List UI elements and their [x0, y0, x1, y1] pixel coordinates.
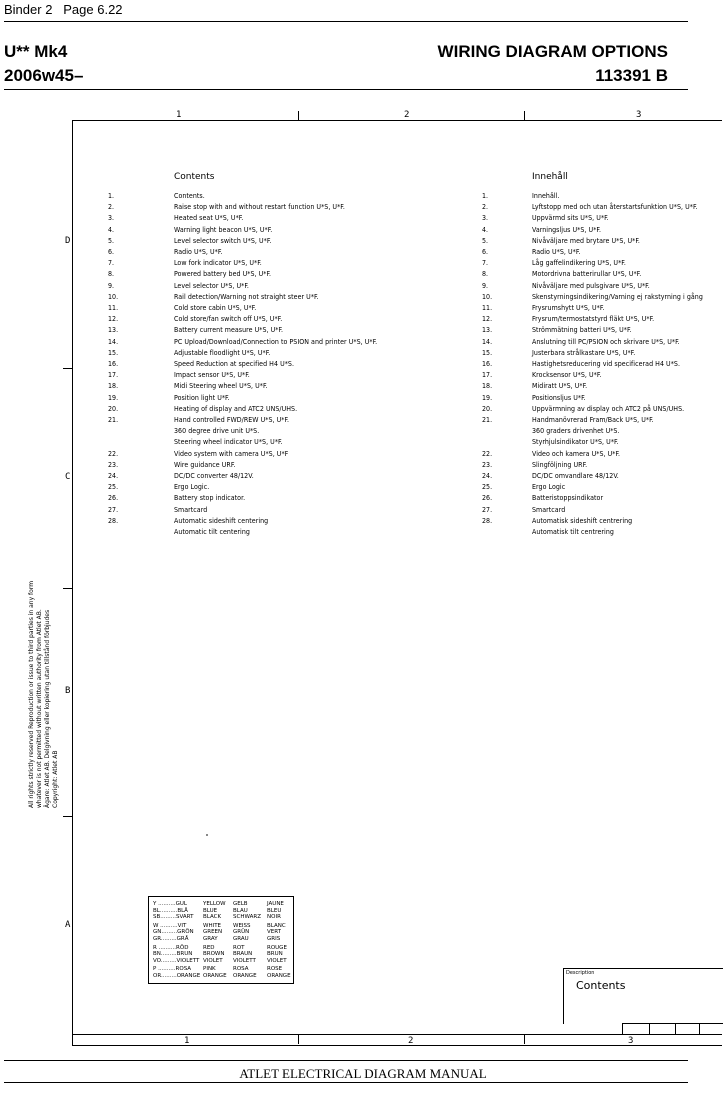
color-code-cell: GELB [233, 901, 248, 907]
contents-item-text: Hand controlled FWD/REW U*S, U*F. [174, 416, 290, 424]
copyright-line: whatever is not permitted without written authority from Atlet AB. [36, 609, 43, 808]
contents-item-number: 11. [482, 304, 493, 312]
contents-item-text: Battery current measure U*S, U*F. [174, 326, 284, 335]
contents-item-number: 28. [482, 516, 493, 525]
contents-item-text: Rail detection/Warning not straight steer U*F. [174, 292, 319, 301]
contents-item-text: Adjustable floodlight U*S, U*F. [174, 348, 271, 357]
color-code-cell: GRÜN [233, 929, 250, 936]
contents-item-text: Cold store cabin U*S, U*F. [174, 304, 257, 312]
footer-rule-bottom [4, 1082, 688, 1083]
contents-item-number: 10. [108, 292, 119, 301]
contents-item-number: 17. [482, 371, 493, 380]
contents-item-number: 11. [108, 304, 119, 312]
color-code-cell: GRIS [267, 936, 281, 942]
contents-item-number: 25. [108, 483, 119, 492]
contents-item-text: Justerbara strålkastare U*S, U*F. [532, 348, 636, 357]
contents-item-text: Cold store/fan switch off U*S, U*F. [174, 315, 283, 324]
top-tick [298, 111, 299, 120]
contents-item-text: Ergo Logic [532, 483, 566, 492]
contents-item-text: Steering wheel indicator U*S, U*F. [174, 438, 283, 447]
contents-item-number: 12. [482, 315, 493, 324]
contents-item-text: Warning light beacon U*S, U*F. [174, 225, 273, 234]
contents-item-number: 9. [108, 281, 115, 290]
color-code-cell: ORANGE [267, 973, 291, 979]
color-code-cell: GRAU [233, 936, 249, 942]
contents-item-number: 27. [108, 505, 119, 514]
contents-item-text: Wire guidance URF. [174, 460, 236, 469]
contents-item-text: Motordrivna batterirullar U*S, U*F. [532, 270, 642, 279]
contents-item-text: Lyftstopp med och utan återstartsfunktion U*S, U*F. [532, 203, 698, 212]
color-code-cell: ROUGE [267, 944, 287, 951]
contents-item-number: 20. [482, 404, 493, 413]
contents-item-number: 19. [482, 393, 493, 402]
contents-item-number: 14. [108, 337, 119, 346]
contents-item-number: 28. [108, 516, 119, 525]
model-title: U** Mk4 [4, 42, 68, 61]
contents-item-text: Handmanövrerad Fram/Back U*S, U*F. [532, 416, 654, 424]
contents-item-text: Smartcard [532, 505, 566, 514]
color-code-cell: GR.........GRÅ [153, 936, 189, 942]
footer-rule-top [4, 1060, 688, 1061]
color-code-cell: ROSE [267, 966, 283, 973]
side-letter-a: A [65, 920, 71, 930]
bottom-scale-2: 2 [408, 1036, 414, 1046]
color-code-cell: ROT [233, 944, 245, 951]
color-code-cell: P ..........ROSA [153, 966, 192, 973]
color-code-cell: BLUE [203, 907, 218, 914]
side-letter-c: C [65, 472, 71, 482]
top-scale-1: 1 [176, 110, 182, 120]
contents-item-text: Heating of display and ATC2 UNS/UHS. [174, 404, 298, 413]
contents-item-text: Speed Reduction at specified H4 U*S. [174, 360, 295, 368]
contents-item-number: 7. [108, 259, 115, 268]
contents-item-text: Ergo Logic. [174, 483, 210, 492]
color-code-cell: BLANC [267, 922, 286, 929]
color-code-cell: SCHWARZ [233, 914, 261, 921]
color-code-cell: ORANGE [233, 973, 257, 979]
top-tick [524, 111, 525, 120]
footer-text: ATLET ELECTRICAL DIAGRAM MANUAL [239, 1066, 487, 1081]
color-code-cell: VIOLET [203, 957, 223, 964]
date-title: 2006w45– [4, 66, 84, 85]
color-code-cell: BRUN [267, 951, 283, 958]
contents-item-text: Automatisk sideshift centrering [532, 516, 633, 525]
title-block-cells [622, 1023, 723, 1034]
cell-divider [649, 1024, 650, 1034]
color-code-cell: GRAY [203, 936, 218, 942]
contents-item-number: 17. [108, 371, 119, 380]
contents-item-text: Position light U*F. [174, 393, 230, 402]
contents-item-text: Nivåväljare med pulsgivare U*S, U*F. [532, 281, 650, 290]
color-code-cell: ORANGE [203, 973, 227, 979]
contents-item-text: Innehåll. [532, 192, 560, 200]
contents-item-text: Radio U*S, U*F. [174, 248, 223, 256]
side-letter-d: D [65, 236, 71, 246]
contents-item-text: Video system with camera U*S, U*F [174, 449, 289, 458]
contents-item-text: Smartcard [174, 505, 208, 514]
contents-item-number: 22. [482, 449, 493, 458]
contents-item-number: 5. [108, 236, 115, 245]
contents-item-number: 24. [108, 472, 119, 480]
contents-item-text: Styrhjulsindikator U*S, U*F. [532, 438, 619, 447]
contents-item-text: 360 degree drive unit U*S. [174, 427, 260, 436]
contents-item-number: 16. [482, 360, 493, 368]
contents-item-number: 1. [482, 192, 489, 200]
contents-item-number: 6. [482, 248, 489, 256]
cell-divider [675, 1024, 676, 1034]
contents-item-text: 360 graders drivenhet U*S. [532, 427, 620, 436]
contents-item-text: Varningsljus U*S, U*F. [532, 225, 601, 234]
document-title: WIRING DIAGRAM OPTIONS [437, 42, 668, 61]
contents-item-text: Battery stop indicator. [174, 494, 246, 503]
color-code-cell: VIOLETT [233, 957, 256, 964]
contents-item-text: Raise stop with and without restart function U*S, U*F. [174, 203, 345, 212]
color-code-cell: BLACK [203, 914, 222, 921]
contents-item-text: Radio U*S, U*F. [532, 248, 581, 256]
color-code-cell: JAUNE [267, 901, 284, 907]
contents-item-number: 15. [482, 348, 493, 357]
contents-item-text: Powered battery bed U*S, U*F. [174, 270, 272, 279]
contents-item-text: Skenstyrningsindikering/Varning ej rakstyrning i gång [532, 292, 703, 301]
color-code-cell: GREEN [203, 929, 223, 936]
contents-item-text: Contents. [174, 192, 205, 200]
contents-item-text: Krocksensor U*S, U*F. [532, 371, 602, 380]
contents-item-number: 23. [108, 460, 119, 469]
contents-item-number: 24. [482, 472, 493, 480]
contents-item-text: Nivåväljare med brytare U*S, U*F. [532, 236, 640, 245]
color-code-cell: ROSA [233, 966, 249, 973]
contents-item-number: 21. [108, 416, 119, 424]
contents-item-number: 7. [482, 259, 489, 268]
page-label: Page 6.22 [63, 2, 123, 17]
contents-item-number: 5. [482, 236, 489, 245]
color-code-cell: WHITE [203, 922, 222, 929]
copyright-notice [28, 581, 60, 808]
color-code-cell: RED [203, 944, 215, 951]
contents-item-text: Automatisk tilt centrering [532, 528, 614, 536]
contents-item-text: DC/DC omvandlare 48/12V. [532, 472, 619, 480]
color-code-cell: VERT [267, 929, 282, 936]
contents-item-number: 19. [108, 393, 119, 402]
description-box [563, 968, 723, 1024]
side-tick [63, 588, 72, 589]
contents-item-text: DC/DC converter 48/12V. [174, 472, 254, 480]
contents-item-number: 18. [482, 382, 493, 391]
contents-item-text: Midi Steering wheel U*S, U*F. [174, 382, 268, 391]
contents-item-number: 3. [108, 214, 115, 223]
color-code-cell: OR.........ORANGE [153, 973, 201, 979]
contents-item-text: Low fork indicator U*S, U*F. [174, 259, 262, 268]
contents-item-number: 4. [482, 225, 489, 234]
contents-item-number: 27. [482, 505, 493, 514]
contents-item-number: 23. [482, 460, 493, 469]
color-code-cell: BRAUN [233, 951, 253, 958]
binder-label: Binder 2 [4, 2, 53, 17]
contents-item-number: 14. [482, 337, 493, 346]
contents-item-text: Video och kamera U*S, U*F. [532, 449, 621, 458]
contents-item-text: Heated seat U*S, U*F. [174, 214, 244, 223]
contents-item-number: 1. [108, 192, 115, 200]
contents-item-number: 10. [482, 292, 493, 301]
binder-page-label [4, 2, 123, 17]
color-code-cell: BL..........BLÅ [153, 907, 188, 914]
contents-item-text: Batteristoppsindikator [532, 494, 604, 503]
color-code-cell: BROWN [203, 951, 225, 958]
contents-item-number: 20. [108, 404, 119, 413]
contents-item-number: 2. [108, 203, 115, 212]
color-code-cell: NOIR [267, 914, 281, 921]
contents-item-text: Hastighetsreducering vid specificerad H4 U*S. [532, 360, 681, 368]
contents-item-text: Midiratt U*S, U*F. [532, 382, 588, 391]
contents-item-text: Positionsljus U*F. [532, 393, 586, 402]
contents-item-number: 25. [482, 483, 493, 492]
contents-item-number: 9. [482, 281, 489, 290]
scan-mark [206, 834, 208, 836]
copyright-line: Copyright: Atlet AB [52, 750, 59, 808]
contents-item-text: Impact sensor U*S, U*F. [174, 371, 250, 380]
top-scale-3: 3 [636, 110, 642, 120]
side-letter-b: B [65, 686, 71, 696]
contents-item-number: 8. [108, 270, 115, 279]
contents-item-number: 26. [108, 494, 119, 503]
contents-item-text: Slingföljning URF. [532, 460, 588, 469]
copyright-line: All rights strictly reserved Reproduction or issue to third parties in any form [28, 580, 35, 808]
color-code-cell: SB.........SVART [153, 914, 194, 921]
contents-sv-list [482, 192, 722, 552]
cell-divider [699, 1024, 700, 1034]
contents-item-text: Automatic sideshift centering [174, 516, 269, 525]
top-scale-2: 2 [404, 110, 410, 120]
copyright-line: Ägare: Atlet AB. Delgivning eller kopiering utan tillstånd förbjudes [44, 609, 51, 808]
document-number: 113391 B [595, 66, 668, 85]
contents-item-text: Låg gaffelindikering U*S, U*F. [532, 259, 626, 268]
contents-en-heading: Contents [174, 172, 215, 182]
color-code-cell: PINK [203, 966, 216, 973]
contents-item-number: 16. [108, 360, 119, 368]
color-code-cell: BN.........BRUN [153, 951, 193, 958]
description-value: Contents [576, 979, 626, 992]
contents-item-number: 26. [482, 494, 493, 503]
contents-item-text: Automatic tilt centering [174, 528, 250, 536]
bottom-scale-1: 1 [184, 1036, 190, 1046]
color-code-cell: WEISS [233, 922, 251, 929]
contents-item-number: 3. [482, 214, 489, 223]
contents-item-text: Anslutning till PC/PSION och skrivare U*S, U*F. [532, 337, 680, 346]
color-code-cell: BLEU [267, 907, 282, 914]
contents-item-text: Frysrum/termostatstyrd fläkt U*S, U*F. [532, 315, 655, 324]
bottom-tick [298, 1035, 299, 1044]
color-code-table [148, 896, 294, 984]
contents-item-number: 13. [108, 326, 119, 335]
description-label: Description [566, 970, 595, 976]
contents-item-number: 22. [108, 449, 119, 458]
color-code-cell: BLAU [233, 907, 248, 914]
color-code-cell: YELLOW [203, 901, 226, 907]
color-code-cell: VIOLET [267, 957, 287, 964]
contents-item-number: 15. [108, 348, 119, 357]
header-rule-top [4, 21, 688, 22]
contents-item-number: 21. [482, 416, 493, 424]
contents-item-text: Level selector switch U*S, U*F. [174, 236, 272, 245]
contents-item-number: 13. [482, 326, 493, 335]
bottom-scale-3: 3 [628, 1036, 634, 1046]
contents-item-text: Strömmätning batteri U*S, U*F. [532, 326, 632, 335]
contents-item-number: 18. [108, 382, 119, 391]
contents-item-number: 6. [108, 248, 115, 256]
contents-item-number: 12. [108, 315, 119, 324]
header-rule-bottom [4, 89, 688, 90]
side-tick [63, 816, 72, 817]
contents-sv-heading: Innehåll [532, 172, 568, 182]
color-code-cell: Y ..........GUL [153, 901, 187, 907]
contents-item-text: PC Upload/Download/Connection to PSION and printer U*S, U*F. [174, 337, 378, 346]
color-code-cell: R ..........RÖD [153, 944, 189, 951]
bottom-scale-rule [72, 1034, 722, 1035]
contents-item-text: Frysrumshytt U*S, U*F. [532, 304, 605, 312]
contents-item-text: Uppvärmning av display och ATC2 på UNS/UHS. [532, 404, 685, 413]
contents-item-number: 2. [482, 203, 489, 212]
contents-item-number: 8. [482, 270, 489, 279]
side-tick [63, 368, 72, 369]
contents-item-text: Level selector U*S, U*F. [174, 281, 249, 290]
contents-item-number: 4. [108, 225, 115, 234]
color-code-cell: W ..........VIT [153, 922, 187, 929]
contents-en-list [108, 192, 398, 552]
color-code-cell: VO.........VIOLETT [153, 957, 200, 964]
bottom-tick [524, 1035, 525, 1044]
color-code-cell: GN.........GRÖN [153, 929, 194, 936]
contents-item-text: Uppvärmd sits U*S, U*F. [532, 214, 609, 223]
